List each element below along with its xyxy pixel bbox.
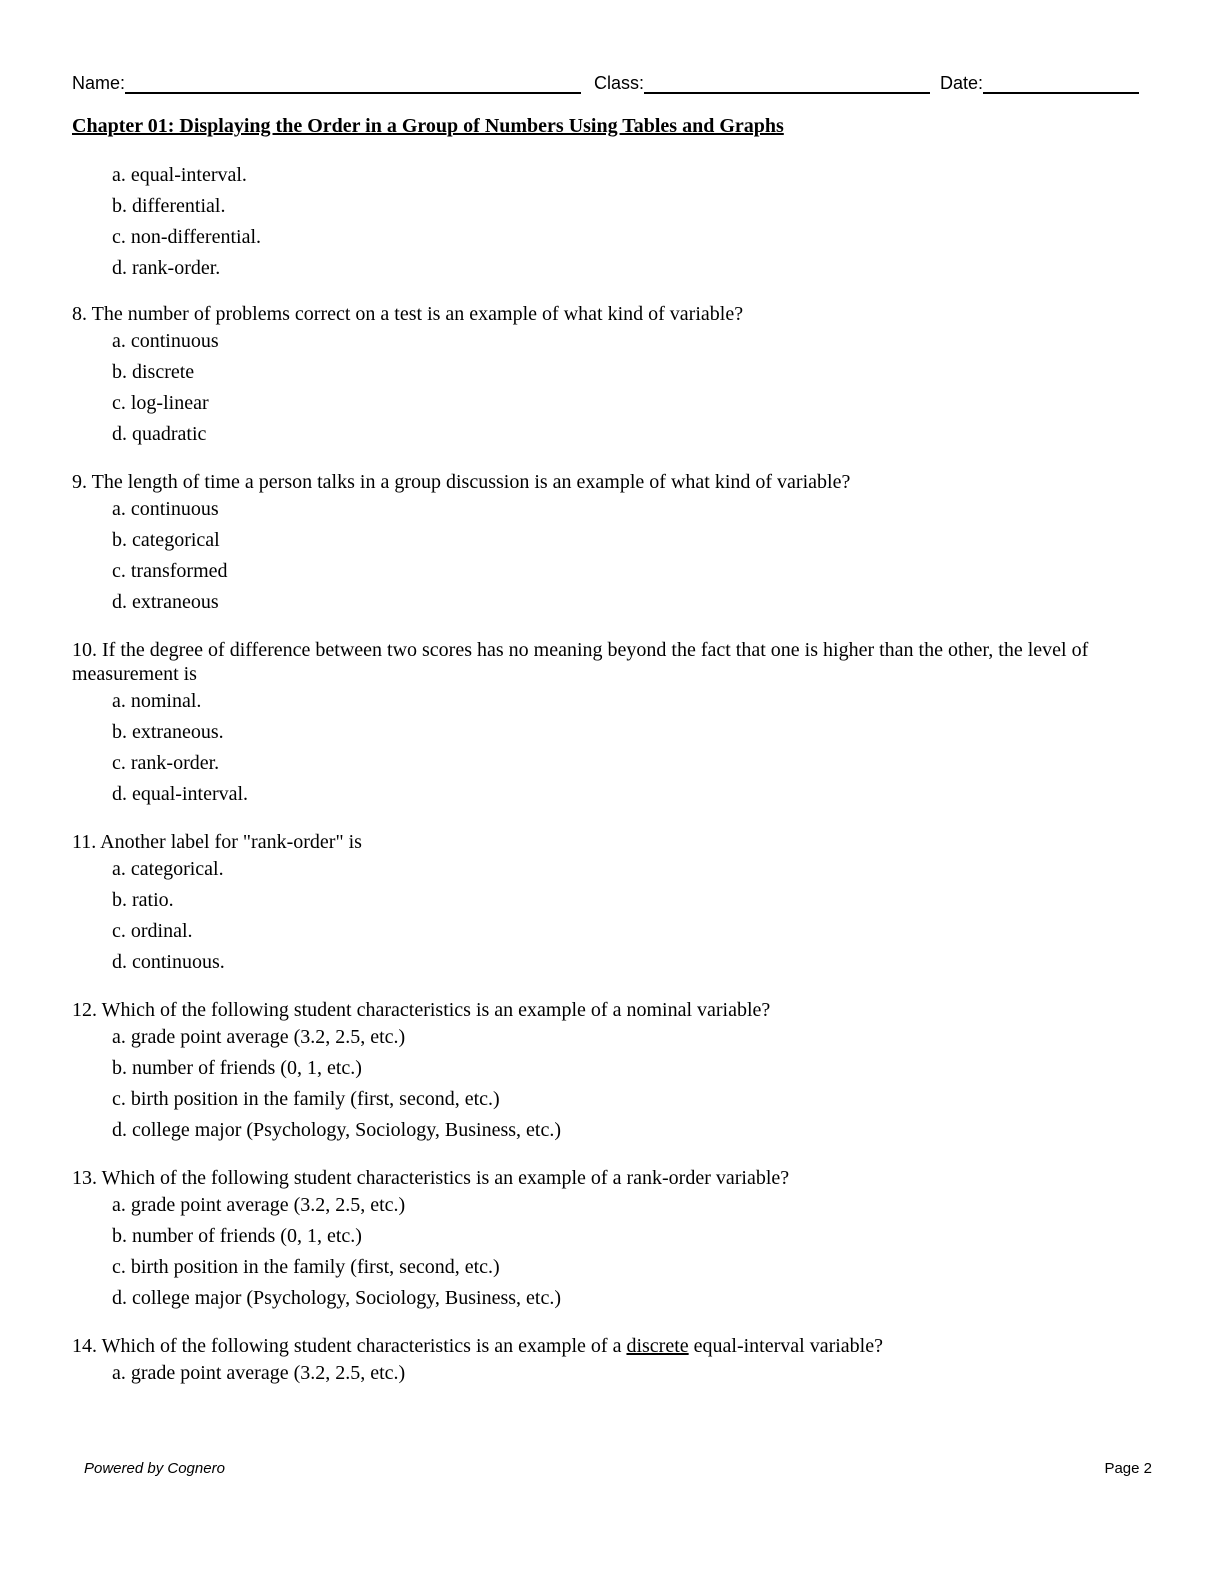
class-label: Class: <box>594 73 645 93</box>
footer-powered-by: Powered by Cognero <box>84 1460 225 1477</box>
option-a: a. continuous <box>112 330 219 352</box>
date-label: Date: <box>940 73 984 93</box>
name-blank-line <box>125 72 581 94</box>
name-label: Name: <box>72 73 126 93</box>
option-b: b. extraneous. <box>112 721 224 743</box>
date-blank-line <box>983 72 1139 94</box>
chapter-title: Chapter 01: Displaying the Order in a Group of Numbers Using Tables and Graphs <box>72 115 784 137</box>
question-9 <box>72 470 1152 618</box>
question-12 <box>72 998 1152 1146</box>
question-stem: 13. Which of the following student characteristics is an example of a rank-order variable? <box>72 1167 790 1189</box>
option-a: a. grade point average (3.2, 2.5, etc.) <box>112 1194 406 1216</box>
stem-underlined-word: discrete <box>626 1335 689 1357</box>
question-stem: 11. Another label for "rank-order" is <box>72 831 362 853</box>
question-8 <box>72 302 1152 450</box>
option-a: a. categorical. <box>112 858 224 880</box>
option-a: a. equal-interval. <box>112 164 247 186</box>
option-a: a. continuous <box>112 498 219 520</box>
stem-text-after: equal-interval variable? <box>688 1335 883 1357</box>
question-7-continued <box>72 160 1152 284</box>
option-b: b. ratio. <box>112 889 174 911</box>
option-b: b. number of friends (0, 1, etc.) <box>112 1225 362 1247</box>
option-c: c. non-differential. <box>112 226 262 248</box>
option-b: b. differential. <box>112 195 226 217</box>
option-c: c. rank-order. <box>112 752 220 774</box>
option-c: c. log-linear <box>112 392 209 414</box>
option-c: c. ordinal. <box>112 920 193 942</box>
question-10 <box>72 638 1152 810</box>
question-11 <box>72 830 1152 978</box>
option-c: c. transformed <box>112 560 228 582</box>
option-d: d. quadratic <box>112 423 207 445</box>
question-stem: 8. The number of problems correct on a test is an example of what kind of variable? <box>72 303 744 325</box>
question-stem <box>72 1334 1152 1358</box>
question-stem: 12. Which of the following student characteristics is an example of a nominal variable? <box>72 999 771 1021</box>
question-stem: 10. If the degree of difference between two scores has no meaning beyond the fact that one is higher than the other, the level of measurement is <box>72 639 1089 685</box>
option-b: b. categorical <box>112 529 220 551</box>
footer-page-number: Page 2 <box>1104 1460 1152 1477</box>
question-14 <box>72 1334 1152 1389</box>
option-c: c. birth position in the family (first, second, etc.) <box>112 1088 500 1110</box>
option-a: a. grade point average (3.2, 2.5, etc.) <box>112 1026 406 1048</box>
name-field <box>72 72 581 94</box>
question-stem: 9. The length of time a person talks in a group discussion is an example of what kind of variable? <box>72 471 851 493</box>
option-b: b. discrete <box>112 361 195 383</box>
question-13 <box>72 1166 1152 1314</box>
option-d: d. extraneous <box>112 591 219 613</box>
class-blank-line <box>644 72 930 94</box>
option-b: b. number of friends (0, 1, etc.) <box>112 1057 362 1079</box>
stem-text-before: 14. Which of the following student characteristics is an example of a <box>72 1335 627 1357</box>
option-a: a. nominal. <box>112 690 202 712</box>
option-c: c. birth position in the family (first, second, etc.) <box>112 1256 500 1278</box>
option-a: a. grade point average (3.2, 2.5, etc.) <box>112 1362 406 1384</box>
option-d: d. college major (Psychology, Sociology, Business, etc.) <box>112 1119 562 1141</box>
option-d: d. college major (Psychology, Sociology, Business, etc.) <box>112 1287 562 1309</box>
option-d: d. rank-order. <box>112 257 221 279</box>
option-d: d. continuous. <box>112 951 225 973</box>
question-list <box>72 160 1152 1409</box>
option-d: d. equal-interval. <box>112 783 249 805</box>
date-field <box>940 72 1139 94</box>
class-field <box>594 72 930 94</box>
